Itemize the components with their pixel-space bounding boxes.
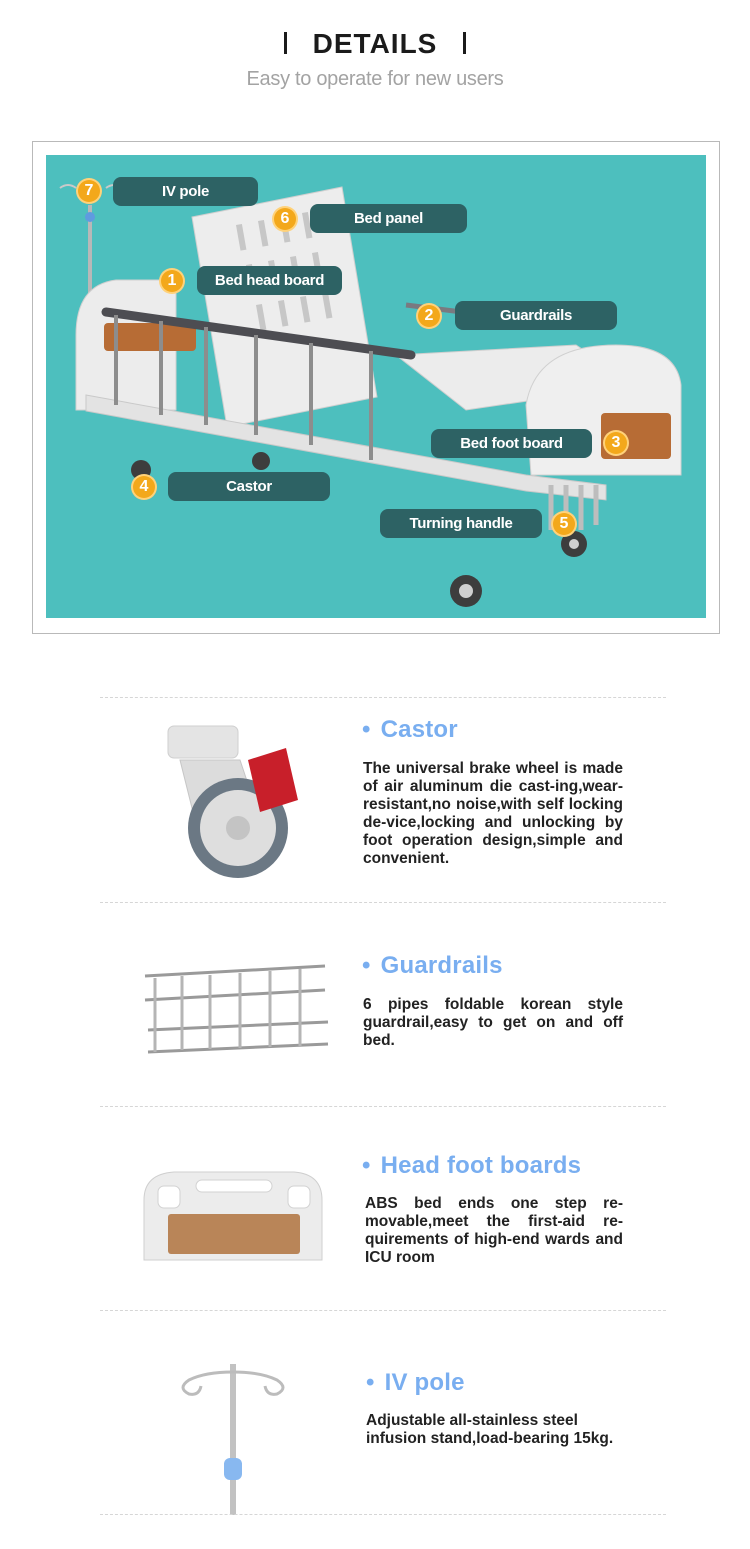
- callout-foot-board: Bed foot board: [431, 429, 592, 458]
- callout-guardrails: Guardrails: [455, 301, 617, 330]
- feature-title-head-foot-boards: • Head foot boards: [362, 1152, 582, 1179]
- iv-pole-icon: [175, 1360, 295, 1515]
- feature-title-guardrails: • Guardrails: [362, 952, 503, 979]
- callout-turning-handle: Turning handle: [380, 509, 542, 538]
- section-divider: [100, 697, 666, 698]
- page-subtitle: Easy to operate for new users: [246, 68, 504, 90]
- badge-guardrails: 2: [418, 305, 440, 327]
- badge-turning-handle: 5: [553, 513, 575, 535]
- badge-iv-pole: 7: [78, 180, 100, 202]
- feature-desc-castor: The universal brake wheel is made of air aluminum die cast-ing,wear-resistant,no noise,with self locking de-vice,locking and unlocking by foot operation design,simple and convenient.: [363, 760, 623, 867]
- section-divider: [100, 1310, 666, 1311]
- section-divider: [100, 902, 666, 903]
- feature-title-iv-pole: • IV pole: [366, 1369, 465, 1396]
- hero-image: [46, 155, 706, 618]
- section-divider: [100, 1514, 666, 1515]
- head-board-icon: [138, 1170, 328, 1265]
- section-divider: [100, 1106, 666, 1107]
- guardrail-icon: [140, 960, 335, 1060]
- castor-wheel-icon: [158, 720, 298, 890]
- callout-iv-pole: IV pole: [113, 177, 258, 206]
- title-right-bar: [463, 32, 466, 54]
- callout-bed-panel: Bed panel: [310, 204, 467, 233]
- guardrails-image: [140, 960, 335, 1060]
- badge-bed-panel: 6: [274, 208, 296, 230]
- castor-image: [158, 720, 298, 890]
- callout-castor: Castor: [168, 472, 330, 501]
- feature-desc-guardrails: 6 pipes foldable korean style guardrail,easy to get on and off bed.: [363, 996, 623, 1049]
- feature-desc-iv-pole: Adjustable all-stainless steel infusion stand,load-bearing 15kg.: [366, 1412, 614, 1447]
- head-foot-board-image: [138, 1170, 328, 1265]
- feature-desc-head-foot-boards: ABS bed ends one step re-movable,meet the first-aid re-quirements of high-end wards and ICU room: [365, 1195, 623, 1266]
- badge-head-board: 1: [161, 270, 183, 292]
- page-title: [0, 28, 750, 60]
- callout-head-board: Bed head board: [197, 266, 342, 295]
- iv-pole-image: [175, 1360, 295, 1515]
- title-text: DETAILS: [312, 28, 438, 59]
- title-left-bar: [284, 32, 287, 54]
- badge-castor: 4: [133, 476, 155, 498]
- feature-title-castor: • Castor: [362, 716, 458, 743]
- badge-foot-board: 3: [605, 432, 627, 454]
